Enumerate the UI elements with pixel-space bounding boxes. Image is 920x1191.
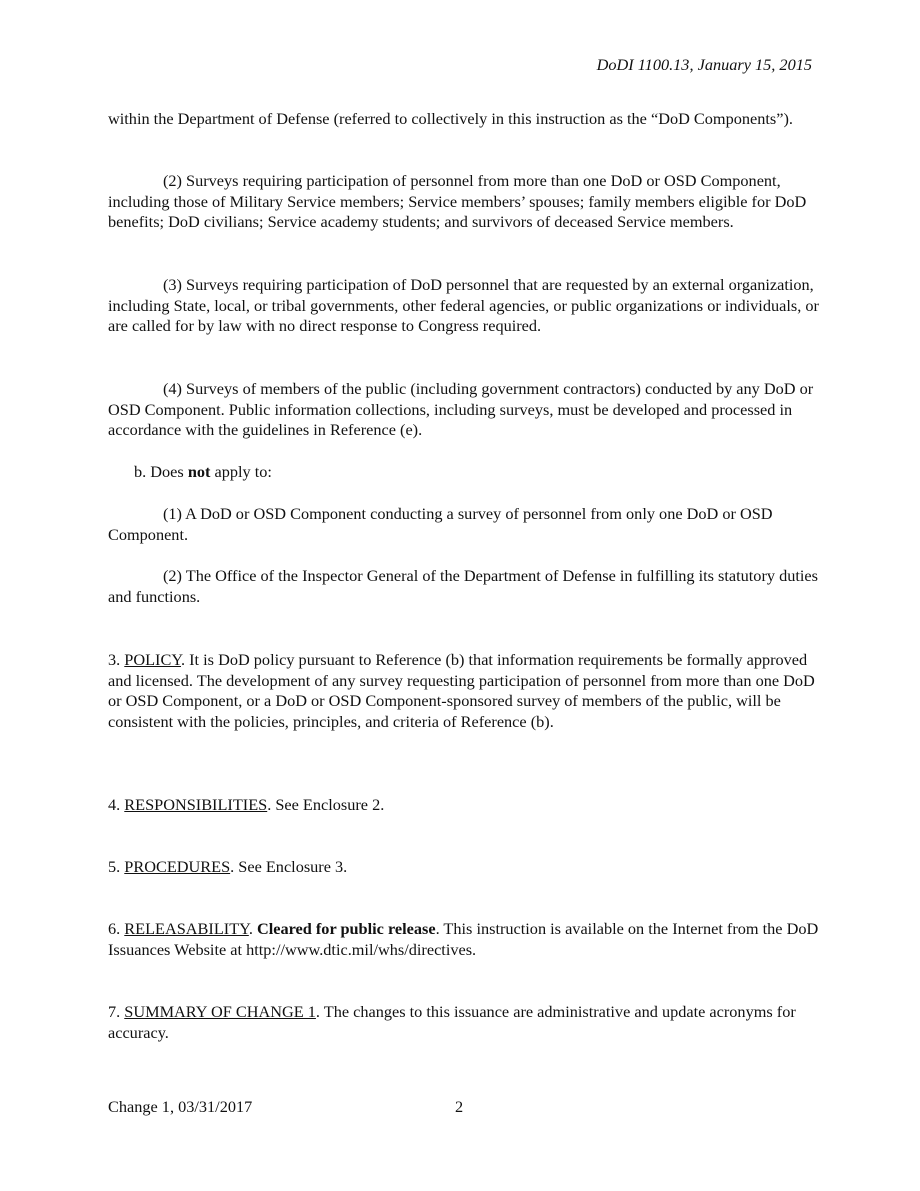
section-policy-text: . It is DoD policy pursuant to Reference (b) that information requirements be formally approved and licensed. The development of any survey requesting participation of personnel from more than one DoD or OSD Component, or a DoD or OSD Component-sponsored survey of members of the public, will be consistent with the policies, principles, and criteria of Reference (b). [108,650,815,732]
section-releasability-text: . This instruction is available on the Internet from the DoD Issuances Website at http://www.dtic.mil/whs/directives. [108,919,819,959]
section-releasability [108,919,820,960]
section-procedures-number: 5. [108,857,125,876]
paragraph-a3: (3) Surveys requiring participation of DoD personnel that are requested by an external organization, including State, local, or tribal governments, other federal agencies, or public organizations or individuals, or are called for by law with no direct response to Congress required. [108,275,819,336]
section-responsibilities-number: 4. [108,795,125,814]
section-releasability-heading: RELEASABILITY [124,919,249,938]
paragraph-b-suffix: apply to: [210,462,272,481]
section-summary-of-change [108,1002,820,1043]
paragraph-b1: (1) A DoD or OSD Component conducting a survey of personnel from only one DoD or OSD Component. [108,504,773,544]
footer-page-number: 2 [455,1097,464,1116]
section-summary-text: . The changes to this issuance are administrative and update acronyms for accuracy. [108,1002,796,1042]
section-responsibilities-heading: RESPONSIBILITIES [124,795,268,814]
section-releasability-number: 6. [108,919,125,938]
section-releasability-bold: Cleared for public release [256,919,436,938]
intro-paragraph: within the Department of Defense (referred to collectively in this instruction as the “DoD Components”). [108,109,793,128]
paragraph-b [108,462,820,483]
paragraph-b-prefix: b. Does [134,462,188,481]
section-procedures [108,857,820,878]
section-policy-heading: POLICY [124,650,181,669]
section-policy [108,650,820,733]
section-summary-heading: SUMMARY OF CHANGE 1 [124,1002,316,1021]
footer-change-label: Change 1, 03/31/2017 [108,1097,253,1116]
section-summary-number: 7. [108,1002,125,1021]
section-responsibilities-text: . See Enclosure 2. [267,795,385,814]
paragraph-a2: (2) Surveys requiring participation of personnel from more than one DoD or OSD Component, including those of Military Service members; Service members’ spouses; family members eligible for DoD benefits; DoD civilians; Service academy students; and survivors of deceased Service members. [108,171,807,232]
section-responsibilities [108,795,820,816]
section-policy-number: 3. [108,650,125,669]
paragraph-b2: (2) The Office of the Inspector General of the Department of Defense in fulfilling its statutory duties and functions. [108,566,818,606]
paragraph-a4: (4) Surveys of members of the public (including government contractors) conducted by any DoD or OSD Component. Public information collections, including surveys, must be developed and processed in accordance with the guidelines in Reference (e). [108,379,814,440]
page-header: DoDI 1100.13, January 15, 2015 [596,55,812,74]
section-procedures-text: . See Enclosure 3. [230,857,348,876]
paragraph-b-emphasis: not [187,462,211,481]
section-releasability-sep: . [248,919,257,938]
section-procedures-heading: PROCEDURES [124,857,231,876]
